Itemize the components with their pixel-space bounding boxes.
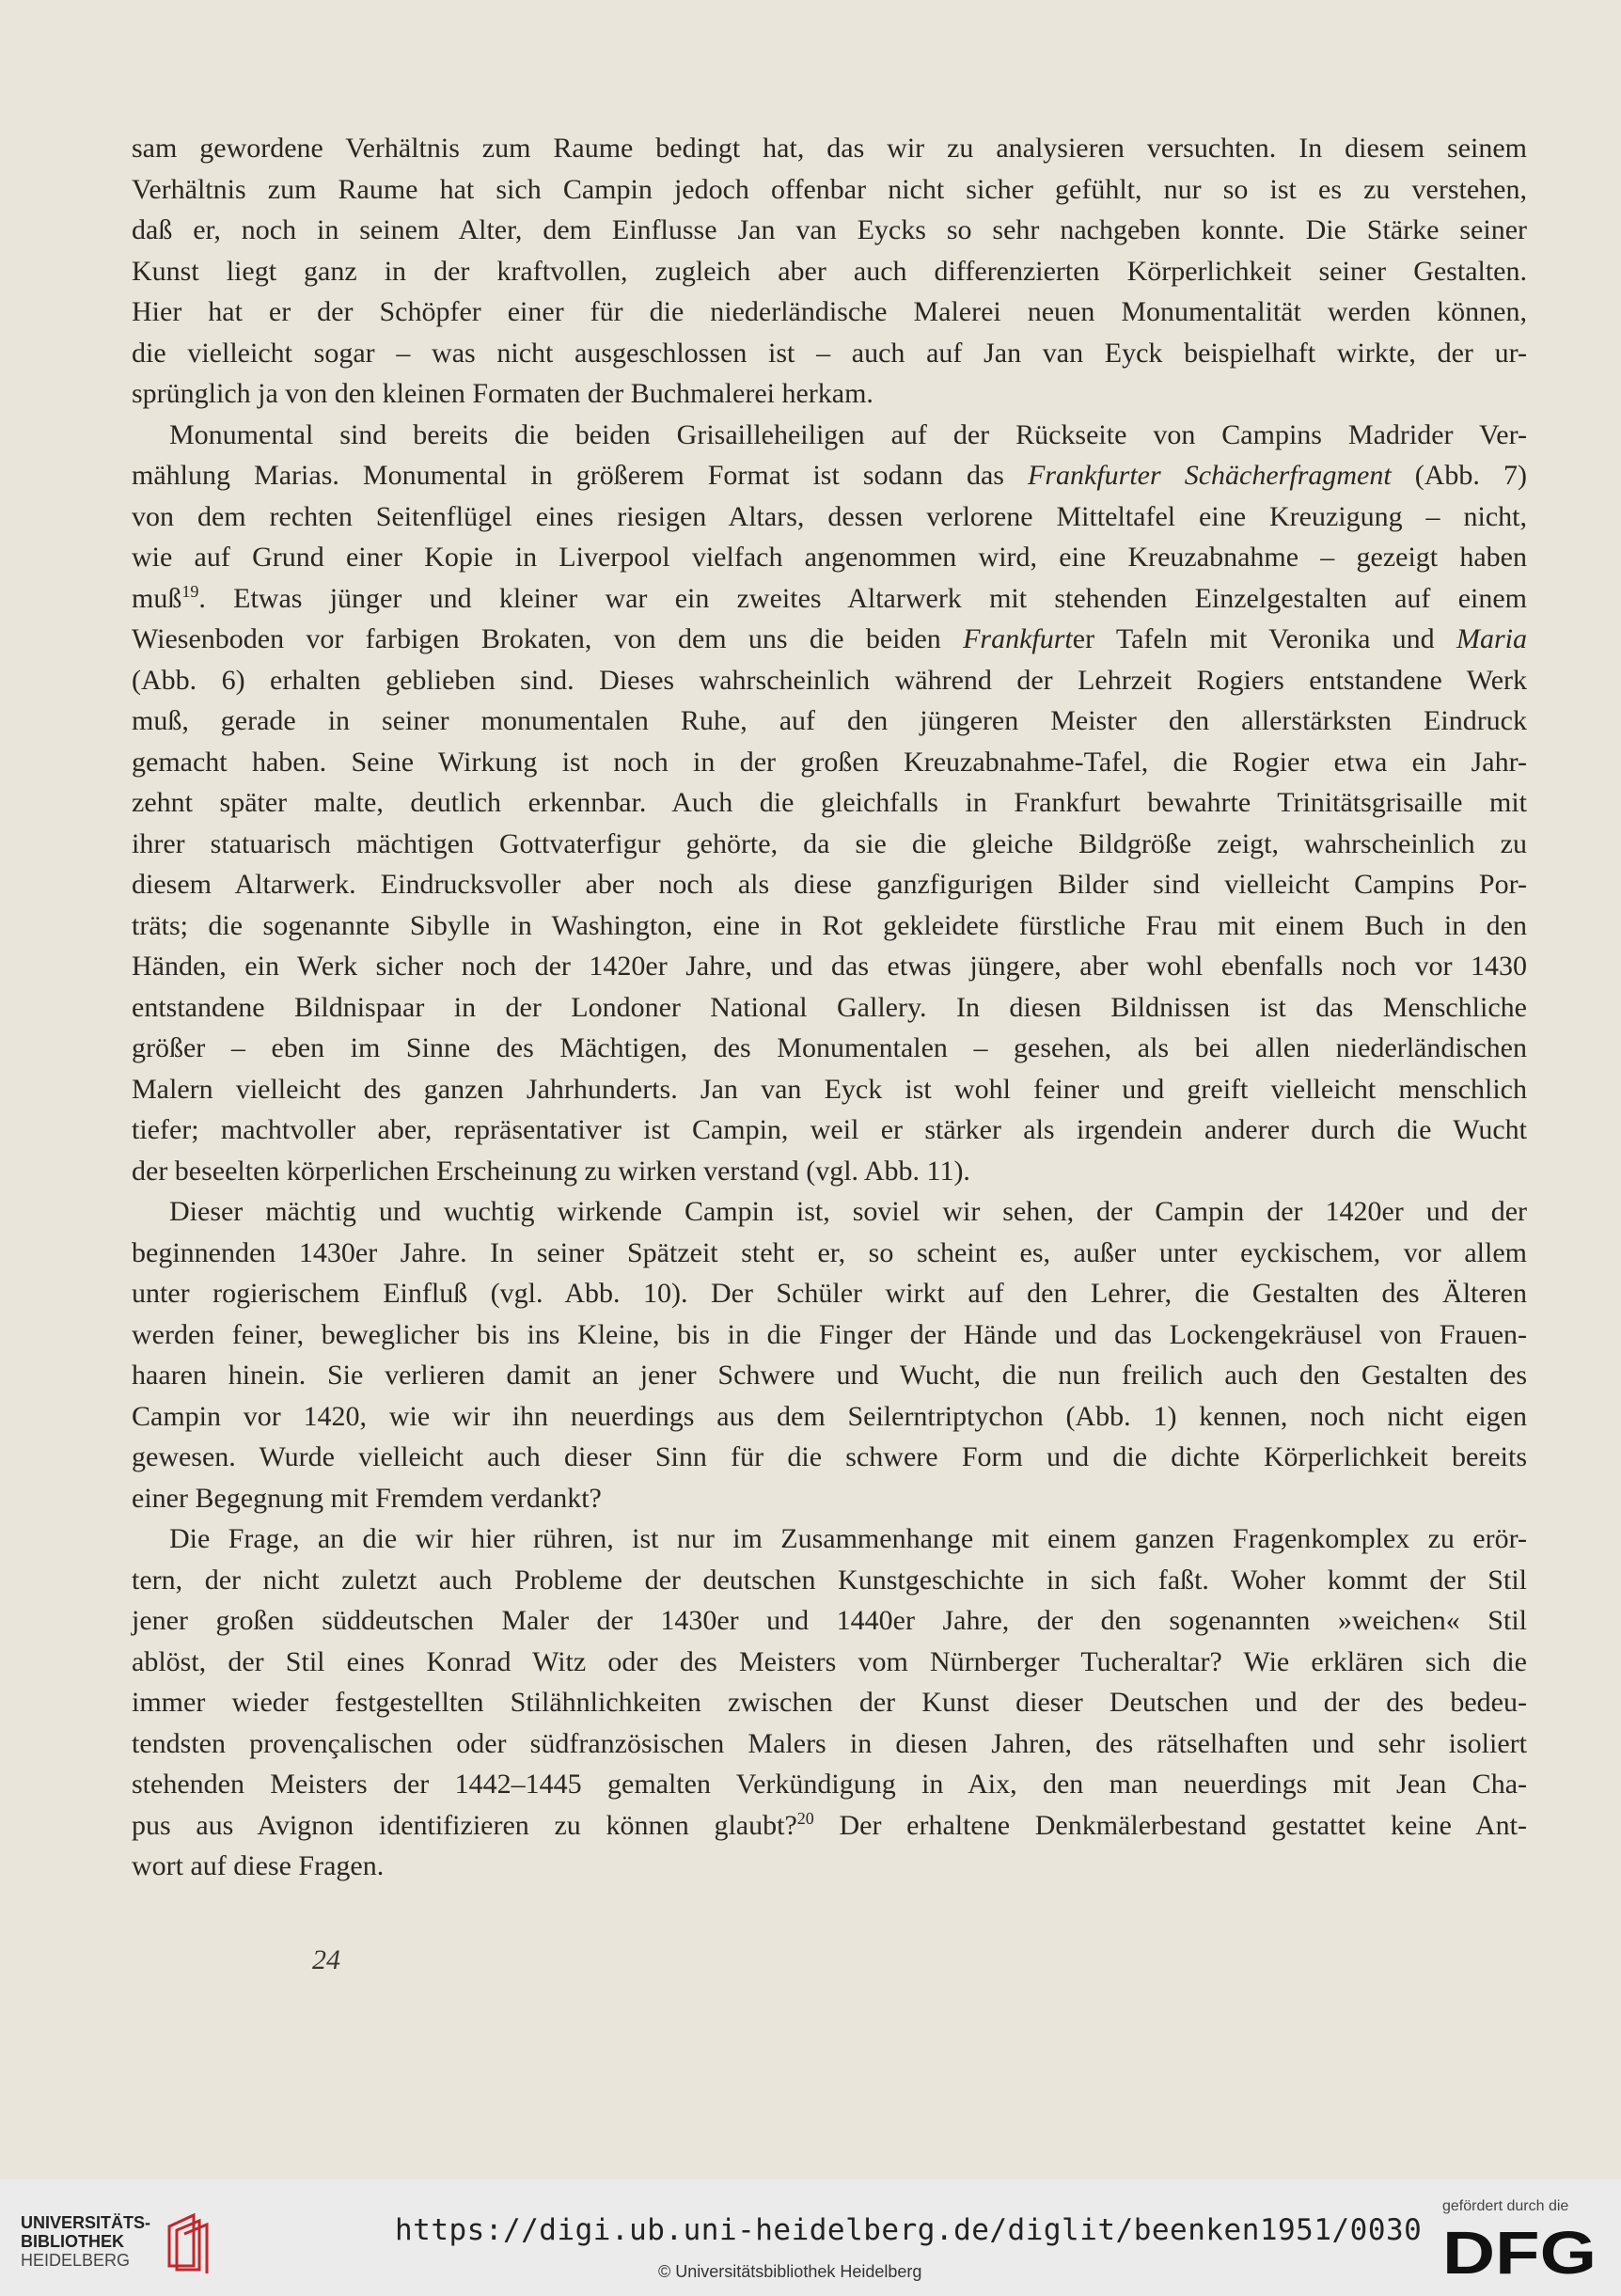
text-line: Händen, ein Werk sicher noch der 1420er Jahre, und das etwas jüngere, aber wohl ebenfalls noch vor 1430 bbox=[132, 951, 1527, 982]
dfg-logo-text: DFG bbox=[1442, 2221, 1597, 2279]
text-line: Kunst liegt ganz in der kraftvollen, zugleich aber auch differenzierten Körperlichkeit seiner Gestalten. bbox=[132, 255, 1527, 287]
permalink-url[interactable]: https://digi.ub.uni-heidelberg.de/diglit/beenken1951/0030 bbox=[395, 2213, 1423, 2247]
text-line: gemacht haben. Seine Wirkung ist noch in der großen Kreuzabnahme-Tafel, die Rogier etwa ein Jahr- bbox=[132, 746, 1527, 778]
text-line: Wiesenboden vor farbigen Brokaten, von dem uns die beiden Frankfurter Tafeln mit Veronika und Maria bbox=[132, 623, 1527, 654]
text-line: stehenden Meisters der 1442–1445 gemalten Verkündigung in Aix, den man neuerdings mit Jean Cha- bbox=[132, 1769, 1527, 1800]
ub-heidelberg-logo-icon bbox=[160, 2208, 228, 2273]
text-line: ihrer statuarisch mächtigen Gottvaterfigur gehörte, da sie die gleiche Bildgröße zeigt, wahrscheinlich zu bbox=[132, 827, 1527, 859]
text-line: Die Frage, an die wir hier rühren, ist nur im Zusammenhange mit einem ganzen Fragenkomplex zu erör- bbox=[169, 1523, 1527, 1554]
text-line: muß$^{19}$. Etwas jünger und kleiner war ein zweites Altarwerk mit stehenden Einzelgestalten auf einem bbox=[132, 581, 1527, 614]
text-line: sprünglich ja von den kleinen Formaten der Buchmalerei herkam. bbox=[132, 378, 873, 409]
text-line: Monumental sind bereits die beiden Grisailleheiligen auf der Rückseite von Campins Madrider Ver- bbox=[169, 418, 1527, 450]
text-line: mählung Marias. Monumental in größerem Format ist sodann das Frankfurter Schächerfragment (Abb. 7) bbox=[132, 460, 1527, 491]
page-number: 24 bbox=[312, 1944, 340, 1975]
text-line: pus aus Avignon identifizieren zu können glaubt?$^{20}$ Der erhaltene Denkmälerbestand gestattet keine Ant- bbox=[132, 1808, 1527, 1841]
text-line: gewesen. Wurde vielleicht auch dieser Sinn für die schwere Form und die dichte Körperlichkeit bereits bbox=[132, 1441, 1527, 1472]
text-line: immer wieder festgestellten Stilähnlichkeiten zwischen der Kunst dieser Deutschen und der des bedeu- bbox=[132, 1687, 1527, 1718]
text-line: beginnenden 1430er Jahre. In seiner Spätzeit steht er, so scheint es, außer unter eyckischem, vor allem bbox=[132, 1236, 1527, 1268]
text-line: Malern vielleicht des ganzen Jahrhunderts. Jan van Eyck ist wohl feiner und greift vielleicht menschlich bbox=[132, 1073, 1527, 1105]
text-line: zehnt später malte, deutlich erkennbar. Auch die gleichfalls in Frankfurt bewahrte Trinitätsgrisaille mit bbox=[132, 787, 1527, 818]
text-line: wort auf diese Fragen. bbox=[132, 1850, 385, 1881]
text-line: der beseelten körperlichen Erscheinung zu wirken verstand (vgl. Abb. 11). bbox=[132, 1155, 970, 1187]
library-name-line: UNIVERSITÄTS- bbox=[21, 2213, 151, 2232]
text-line: träts; die sogenannte Sibylle in Washington, eine in Rot gekleidete fürstliche Frau mit einem Buch in den bbox=[132, 909, 1527, 941]
sponsor-label: gefördert durch die bbox=[1442, 2198, 1569, 2214]
text-line: (Abb. 6) erhalten geblieben sind. Dieses wahrscheinlich während der Lehrzeit Rogiers entstandene Werk bbox=[132, 664, 1527, 696]
text-line: Campin vor 1420, wie wir ihn neuerdings aus dem Seilerntriptychon (Abb. 1) kennen, noch nicht eigen bbox=[132, 1400, 1527, 1432]
library-name-line: BIBLIOTHEK bbox=[21, 2232, 124, 2251]
text-line: unter rogierischem Einfluß (vgl. Abb. 10). Der Schüler wirkt auf den Lehrer, die Gestalten des Älteren bbox=[132, 1278, 1527, 1309]
text-line: wie auf Grund einer Kopie in Liverpool vielfach angenommen wird, eine Kreuzabnahme – gezeigt haben bbox=[132, 542, 1527, 573]
text-line: Dieser mächtig und wuchtig wirkende Campin ist, soviel wir sehen, der Campin der 1420er und der bbox=[169, 1196, 1527, 1227]
text-line: sam gewordene Verhältnis zum Raume bedingt hat, das wir zu analysieren versuchten. In diesem seinem bbox=[132, 133, 1527, 164]
text-line: tendsten provençalischen oder südfranzösischen Malers in diesen Jahren, des rätselhaften und sehr isoliert bbox=[132, 1727, 1527, 1759]
text-line: jener großen süddeutschen Maler der 1430er und 1440er Jahre, der den sogenannten »weichen« Stil bbox=[132, 1605, 1527, 1636]
dfg-logo[interactable] bbox=[1442, 2221, 1600, 2279]
text-line: tiefer; machtvoller aber, repräsentativer ist Campin, weil er stärker als irgendein anderer durch die Wucht bbox=[132, 1114, 1527, 1145]
text-line: einer Begegnung mit Fremdem verdankt? bbox=[132, 1482, 602, 1514]
text-line: Hier hat er der Schöpfer einer für die niederländische Malerei neuen Monumentalität werden können, bbox=[132, 296, 1527, 327]
library-name-line: HEIDELBERG bbox=[21, 2251, 131, 2270]
text-line: größer – eben im Sinne des Mächtigen, des Monumentalen – gesehen, als bei allen niederländischen bbox=[132, 1032, 1527, 1063]
text-line: die vielleicht sogar – was nicht ausgeschlossen ist – auch auf Jan van Eyck beispielhaft wirkte, der ur- bbox=[132, 337, 1527, 369]
text-line: von dem rechten Seitenflügel eines riesigen Altars, dessen verlorene Mitteltafel eine Kreuzigung – nicht, bbox=[132, 500, 1527, 532]
text-line: entstandene Bildnispaar in der Londoner National Gallery. In diesen Bildnissen ist das Menschliche bbox=[132, 991, 1527, 1023]
text-line: diesem Altarwerk. Eindrucksvoller aber noch als diese ganzfigurigen Bilder sind vielleicht Campins Por- bbox=[132, 869, 1527, 900]
copyright-notice: © Universitätsbibliothek Heidelberg bbox=[658, 2262, 922, 2281]
text-line: haaren hinein. Sie verlieren damit an jener Schwere und Wucht, die nun freilich auch den Gestalten des bbox=[132, 1360, 1527, 1391]
text-line: ablöst, der Stil eines Konrad Witz oder des Meisters vom Nürnberger Tucheraltar? Wie erklären sich die bbox=[132, 1645, 1527, 1677]
body-text bbox=[132, 128, 1527, 1887]
text-line: Verhältnis zum Raume hat sich Campin jedoch offenbar nicht sicher gefühlt, nur so ist es zu verstehen, bbox=[132, 173, 1527, 205]
library-name bbox=[21, 2213, 162, 2270]
text-line: muß, gerade in seiner monumentalen Ruhe, auf den jüngeren Meister den allerstärksten Eindruck bbox=[132, 705, 1527, 736]
text-line: werden feiner, beweglicher bis ins Kleine, bis in die Finger der Hände und das Lockengekräusel von Frauen- bbox=[132, 1318, 1527, 1350]
text-line: daß er, noch in seinem Alter, dem Einflusse Jan van Eycks so sehr nachgeben konnte. Die Stärke seiner bbox=[132, 214, 1527, 245]
viewer-footer bbox=[0, 2179, 1621, 2296]
text-line: tern, der nicht zuletzt auch Probleme der deutschen Kunstgeschichte in sich faßt. Woher kommt der Stil bbox=[132, 1564, 1527, 1596]
